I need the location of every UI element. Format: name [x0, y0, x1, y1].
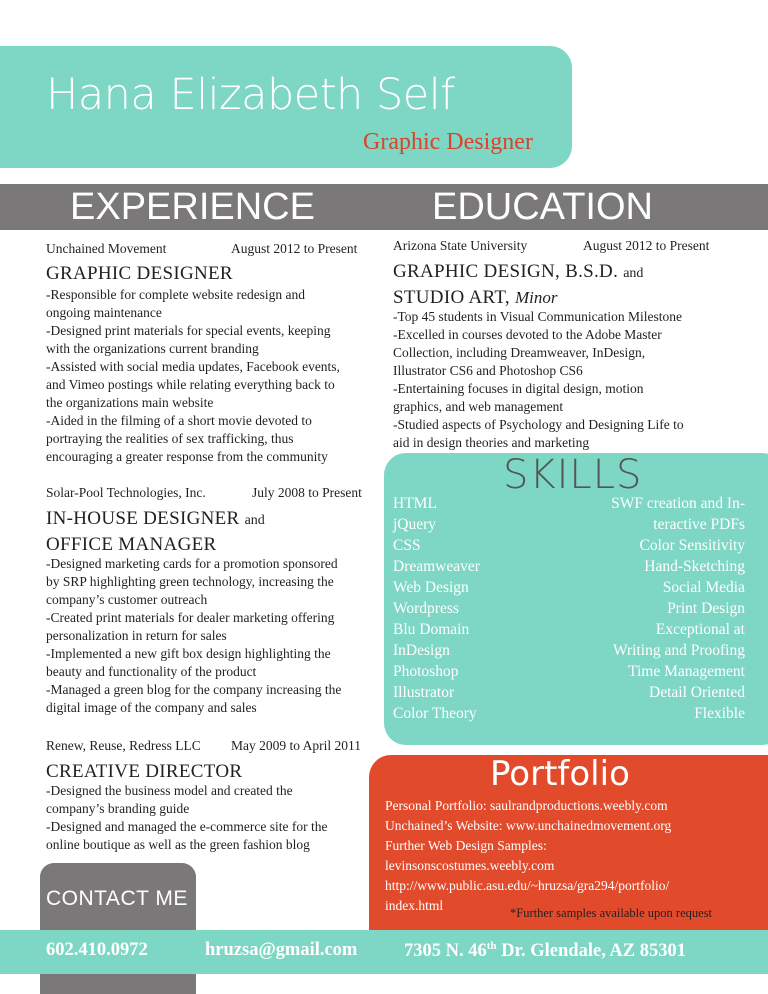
- portfolio-note: *Further samples available upon request: [510, 906, 713, 920]
- skill-item: Blu Domain: [393, 621, 470, 638]
- skill-item: Writing and Proofing: [613, 642, 745, 659]
- skills-list-right: [480, 493, 745, 724]
- job-1-line: -Assisted with social media updates, Facebook events,: [46, 359, 340, 374]
- skills-list-left: [393, 493, 480, 724]
- skill-item: Color Theory: [393, 705, 477, 722]
- job-2-line: personalization in return for sales: [46, 628, 227, 643]
- job-1-line: encouraging a greater response from the community: [46, 449, 328, 464]
- job-1-line: with the organizations current branding: [46, 341, 259, 356]
- contact-email[interactable]: hruzsa@gmail.com: [205, 940, 358, 960]
- job-3-company: Renew, Reuse, Redress LLC: [46, 738, 201, 753]
- resume-subtitle: Graphic Designer: [363, 129, 533, 155]
- skill-item: InDesign: [393, 642, 450, 659]
- skill-item: Color Sensitivity: [639, 537, 745, 554]
- job-1-description: [46, 286, 340, 466]
- address-rest: Dr. Glendale, AZ 85301: [496, 941, 687, 962]
- edu-line: Illustrator CS6 and Photoshop CS6: [393, 363, 583, 378]
- job-1-line: portraying the realities of sex trafficking, thus: [46, 431, 294, 446]
- job-2-line: company’s customer outreach: [46, 592, 208, 607]
- job-2-title: [46, 509, 265, 528]
- job-1-title: GRAPHIC DESIGNER: [46, 263, 233, 284]
- job-1-line: -Designed print materials for special events, keeping: [46, 323, 331, 338]
- skill-item: Detail Oriented: [649, 684, 745, 701]
- skill-item: SWF creation and In-: [611, 495, 745, 512]
- job-3-line: online boutique as well as the green fashion blog: [46, 837, 310, 852]
- skill-item: Social Media: [662, 579, 745, 596]
- job-3-line: -Designed and managed the e-commerce site for the: [46, 819, 328, 834]
- edu-line: graphics, and web management: [393, 399, 564, 414]
- edu-line: -Top 45 students in Visual Communication Milestone: [393, 309, 682, 324]
- portfolio-link-asu-cont[interactable]: index.html: [385, 898, 444, 913]
- job-3-line: company’s branding guide: [46, 801, 190, 816]
- job-3-line: -Designed the business model and created the: [46, 783, 293, 798]
- edu-line: Collection, including Dreamweaver, InDesign,: [393, 345, 646, 360]
- portfolio-link-asu[interactable]: http://www.public.asu.edu/~hruzsa/gra294/portfolio/: [385, 878, 670, 893]
- skill-item: Wordpress: [393, 600, 459, 617]
- edu-line: -Studied aspects of Psychology and Designing Life to: [393, 417, 684, 432]
- skill-item: Hand-Sketching: [644, 558, 745, 575]
- job-2-title-and: and: [244, 513, 265, 528]
- job-1-line: -Aided in the filming of a short movie devoted to: [46, 413, 312, 428]
- skill-item: Photoshop: [393, 663, 459, 680]
- edu-description: [393, 308, 684, 452]
- portfolio-links: [385, 796, 671, 916]
- skill-item: Web Design: [393, 579, 469, 596]
- job-2-line: digital image of the company and sales: [46, 700, 257, 715]
- edu-dates: August 2012 to Present: [583, 238, 710, 253]
- skill-item: Exceptional at: [655, 621, 745, 638]
- portfolio-heading: Portfolio: [490, 754, 630, 794]
- job-2-dates: July 2008 to Present: [252, 485, 362, 500]
- edu-line: -Entertaining focuses in digital design, motion: [393, 381, 644, 396]
- portfolio-samples-label: Further Web Design Samples:: [385, 838, 547, 853]
- job-2-line: -Managed a green blog for the company increasing the: [46, 682, 342, 697]
- job-3-dates: May 2009 to April 2011: [231, 738, 361, 753]
- job-1-line: ongoing maintenance: [46, 305, 162, 320]
- experience-heading: EXPERIENCE: [70, 186, 315, 228]
- portfolio-link-personal[interactable]: Personal Portfolio: saulrandproductions.weebly.com: [385, 798, 668, 813]
- skill-item: Illustrator: [393, 684, 455, 701]
- edu-school: Arizona State University: [393, 238, 528, 253]
- skill-item: HTML: [393, 495, 437, 512]
- edu-minor: [393, 288, 557, 307]
- skill-item: teractive PDFs: [653, 516, 745, 533]
- skill-item: Time Management: [628, 663, 745, 680]
- address-number: 7305 N. 46: [404, 941, 487, 962]
- edu-minor-label: Minor: [514, 288, 558, 307]
- edu-degree-and: and: [623, 266, 644, 281]
- job-2-line: by SRP highlighting green technology, increasing the: [46, 574, 334, 589]
- job-2-title-b: OFFICE MANAGER: [46, 534, 217, 555]
- education-heading: EDUCATION: [432, 186, 653, 228]
- job-2-line: -Designed marketing cards for a promotion sponsored: [46, 556, 338, 571]
- address-ordinal: th: [486, 940, 497, 952]
- edu-minor-text: STUDIO ART,: [393, 287, 510, 308]
- skill-item: jQuery: [393, 516, 437, 533]
- job-1-dates: August 2012 to Present: [231, 241, 358, 256]
- job-1-company: Unchained Movement: [46, 241, 167, 256]
- job-3-description: [46, 782, 328, 854]
- contact-tab: [40, 863, 196, 994]
- edu-degree-text: GRAPHIC DESIGN, B.S.D.: [393, 261, 619, 282]
- job-2-line: -Created print materials for dealer marketing offering: [46, 610, 335, 625]
- skills-heading: SKILLS: [503, 452, 643, 498]
- job-2-line: beauty and functionality of the product: [46, 664, 257, 679]
- portfolio-link-levinsons[interactable]: levinsonscostumes.weebly.com: [385, 858, 555, 873]
- job-2-title-a: IN-HOUSE DESIGNER: [46, 508, 240, 529]
- job-1-line: -Responsible for complete website redesign and: [46, 287, 306, 302]
- portfolio-link-unchained[interactable]: Unchained’s Website: www.unchainedmovement.org: [385, 818, 672, 833]
- job-1-line: and Vimeo postings while relating everything back to: [46, 377, 335, 392]
- job-2-company: Solar-Pool Technologies, Inc.: [46, 485, 206, 500]
- skill-item: Dreamweaver: [393, 558, 480, 575]
- edu-line: aid in design theories and marketing: [393, 435, 590, 450]
- contact-phone[interactable]: 602.410.0972: [46, 940, 148, 960]
- resume-name: Hana Elizabeth Self: [46, 70, 455, 120]
- skill-item: Flexible: [694, 705, 745, 722]
- edu-degree: [393, 262, 643, 281]
- skill-item: CSS: [393, 537, 421, 554]
- skill-item: Print Design: [667, 600, 745, 617]
- job-2-description: [46, 555, 341, 717]
- job-2-line: -Implemented a new gift box design highlighting the: [46, 646, 331, 661]
- edu-line: -Excelled in courses devoted to the Adobe Master: [393, 327, 662, 342]
- contact-address: [404, 941, 686, 961]
- job-3-title: CREATIVE DIRECTOR: [46, 761, 243, 782]
- job-1-line: the organizations main website: [46, 395, 214, 410]
- contact-heading: CONTACT ME: [46, 887, 188, 910]
